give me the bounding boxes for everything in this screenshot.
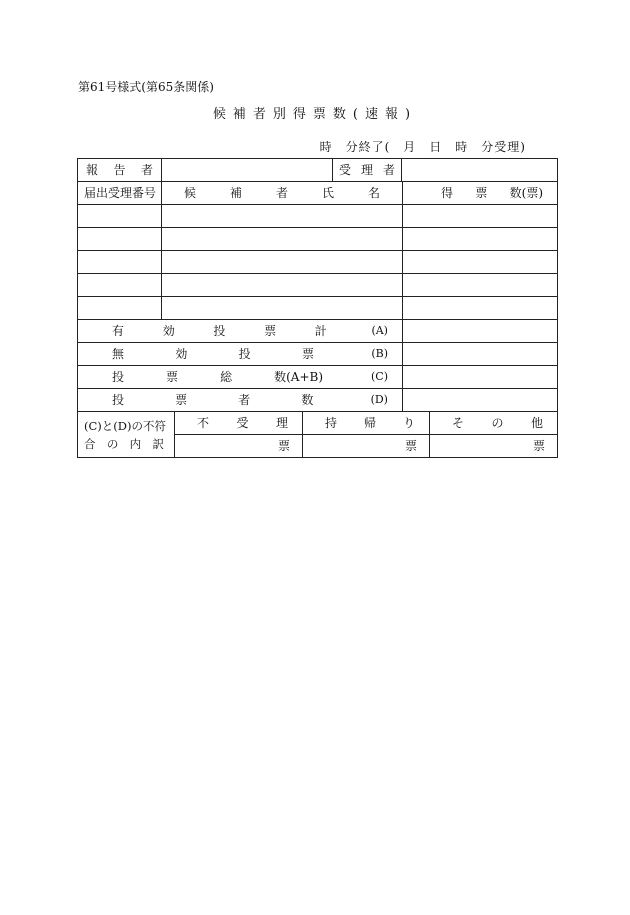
voters-row bbox=[78, 389, 558, 412]
candidate-name-cell[interactable] bbox=[162, 205, 403, 228]
candidate-name-header: 候 補 者 氏 名 bbox=[162, 182, 403, 205]
reception-number-cell[interactable] bbox=[78, 297, 162, 320]
taken-home-value[interactable] bbox=[303, 435, 430, 458]
time-received-line: 時 分終了( 月 日 時 分受理) bbox=[319, 140, 526, 154]
votes-cell[interactable] bbox=[403, 274, 558, 297]
receiver-field[interactable] bbox=[402, 159, 558, 182]
votes-cell[interactable] bbox=[403, 251, 558, 274]
taken-home-header: 持 帰 り bbox=[303, 412, 430, 435]
receiver-label: 受 理 者 bbox=[333, 159, 402, 182]
invalid-votes-value[interactable] bbox=[403, 343, 558, 366]
candidate-row bbox=[78, 297, 558, 320]
other-header: そ の 他 bbox=[430, 412, 558, 435]
reporter-field[interactable] bbox=[162, 159, 333, 182]
breakdown-label: (C)と(D)の不符 合 の 内 訳 bbox=[78, 412, 175, 458]
reporter-row bbox=[78, 159, 558, 182]
candidate-row bbox=[78, 274, 558, 297]
candidate-name-cell[interactable] bbox=[162, 228, 403, 251]
reporter-label: 報 告 者 bbox=[78, 159, 162, 182]
breakdown-header-row bbox=[78, 412, 558, 435]
candidate-name-cell[interactable] bbox=[162, 251, 403, 274]
candidate-name-cell[interactable] bbox=[162, 274, 403, 297]
valid-votes-label: 有 効 投 票 計 (A) bbox=[78, 320, 403, 343]
votes-cell[interactable] bbox=[403, 205, 558, 228]
reception-number-cell[interactable] bbox=[78, 251, 162, 274]
voters-label: 投 票 者 数 (D) bbox=[78, 389, 403, 412]
header-row bbox=[78, 182, 558, 205]
voters-value[interactable] bbox=[403, 389, 558, 412]
votes-header: 得 票 数(票) bbox=[403, 182, 558, 205]
unit-label: 票 bbox=[277, 439, 290, 453]
reception-number-cell[interactable] bbox=[78, 228, 162, 251]
other-value[interactable] bbox=[430, 435, 558, 458]
unit-label: 票 bbox=[405, 439, 418, 453]
invalid-votes-row bbox=[78, 343, 558, 366]
reception-number-header: 届出受理番号 bbox=[78, 182, 162, 205]
vote-count-table bbox=[77, 158, 558, 458]
not-accepted-header: 不 受 理 bbox=[175, 412, 303, 435]
unit-label: 票 bbox=[533, 439, 546, 453]
reception-number-cell[interactable] bbox=[78, 205, 162, 228]
reception-number-cell[interactable] bbox=[78, 274, 162, 297]
candidate-name-cell[interactable] bbox=[162, 297, 403, 320]
candidate-row bbox=[78, 228, 558, 251]
votes-cell[interactable] bbox=[403, 228, 558, 251]
not-accepted-value[interactable] bbox=[175, 435, 303, 458]
invalid-votes-label: 無 効 投 票 (B) bbox=[78, 343, 403, 366]
votes-cell[interactable] bbox=[403, 297, 558, 320]
total-votes-label: 投 票 総 数(A+B) (C) bbox=[78, 366, 403, 389]
total-votes-value[interactable] bbox=[403, 366, 558, 389]
total-votes-row bbox=[78, 366, 558, 389]
candidate-row bbox=[78, 251, 558, 274]
form-number: 第61号様式(第65条関係) bbox=[78, 80, 214, 94]
valid-votes-value[interactable] bbox=[403, 320, 558, 343]
candidate-row bbox=[78, 205, 558, 228]
valid-votes-row bbox=[78, 320, 558, 343]
document-title: 候補者別得票数(速報) bbox=[212, 107, 418, 122]
